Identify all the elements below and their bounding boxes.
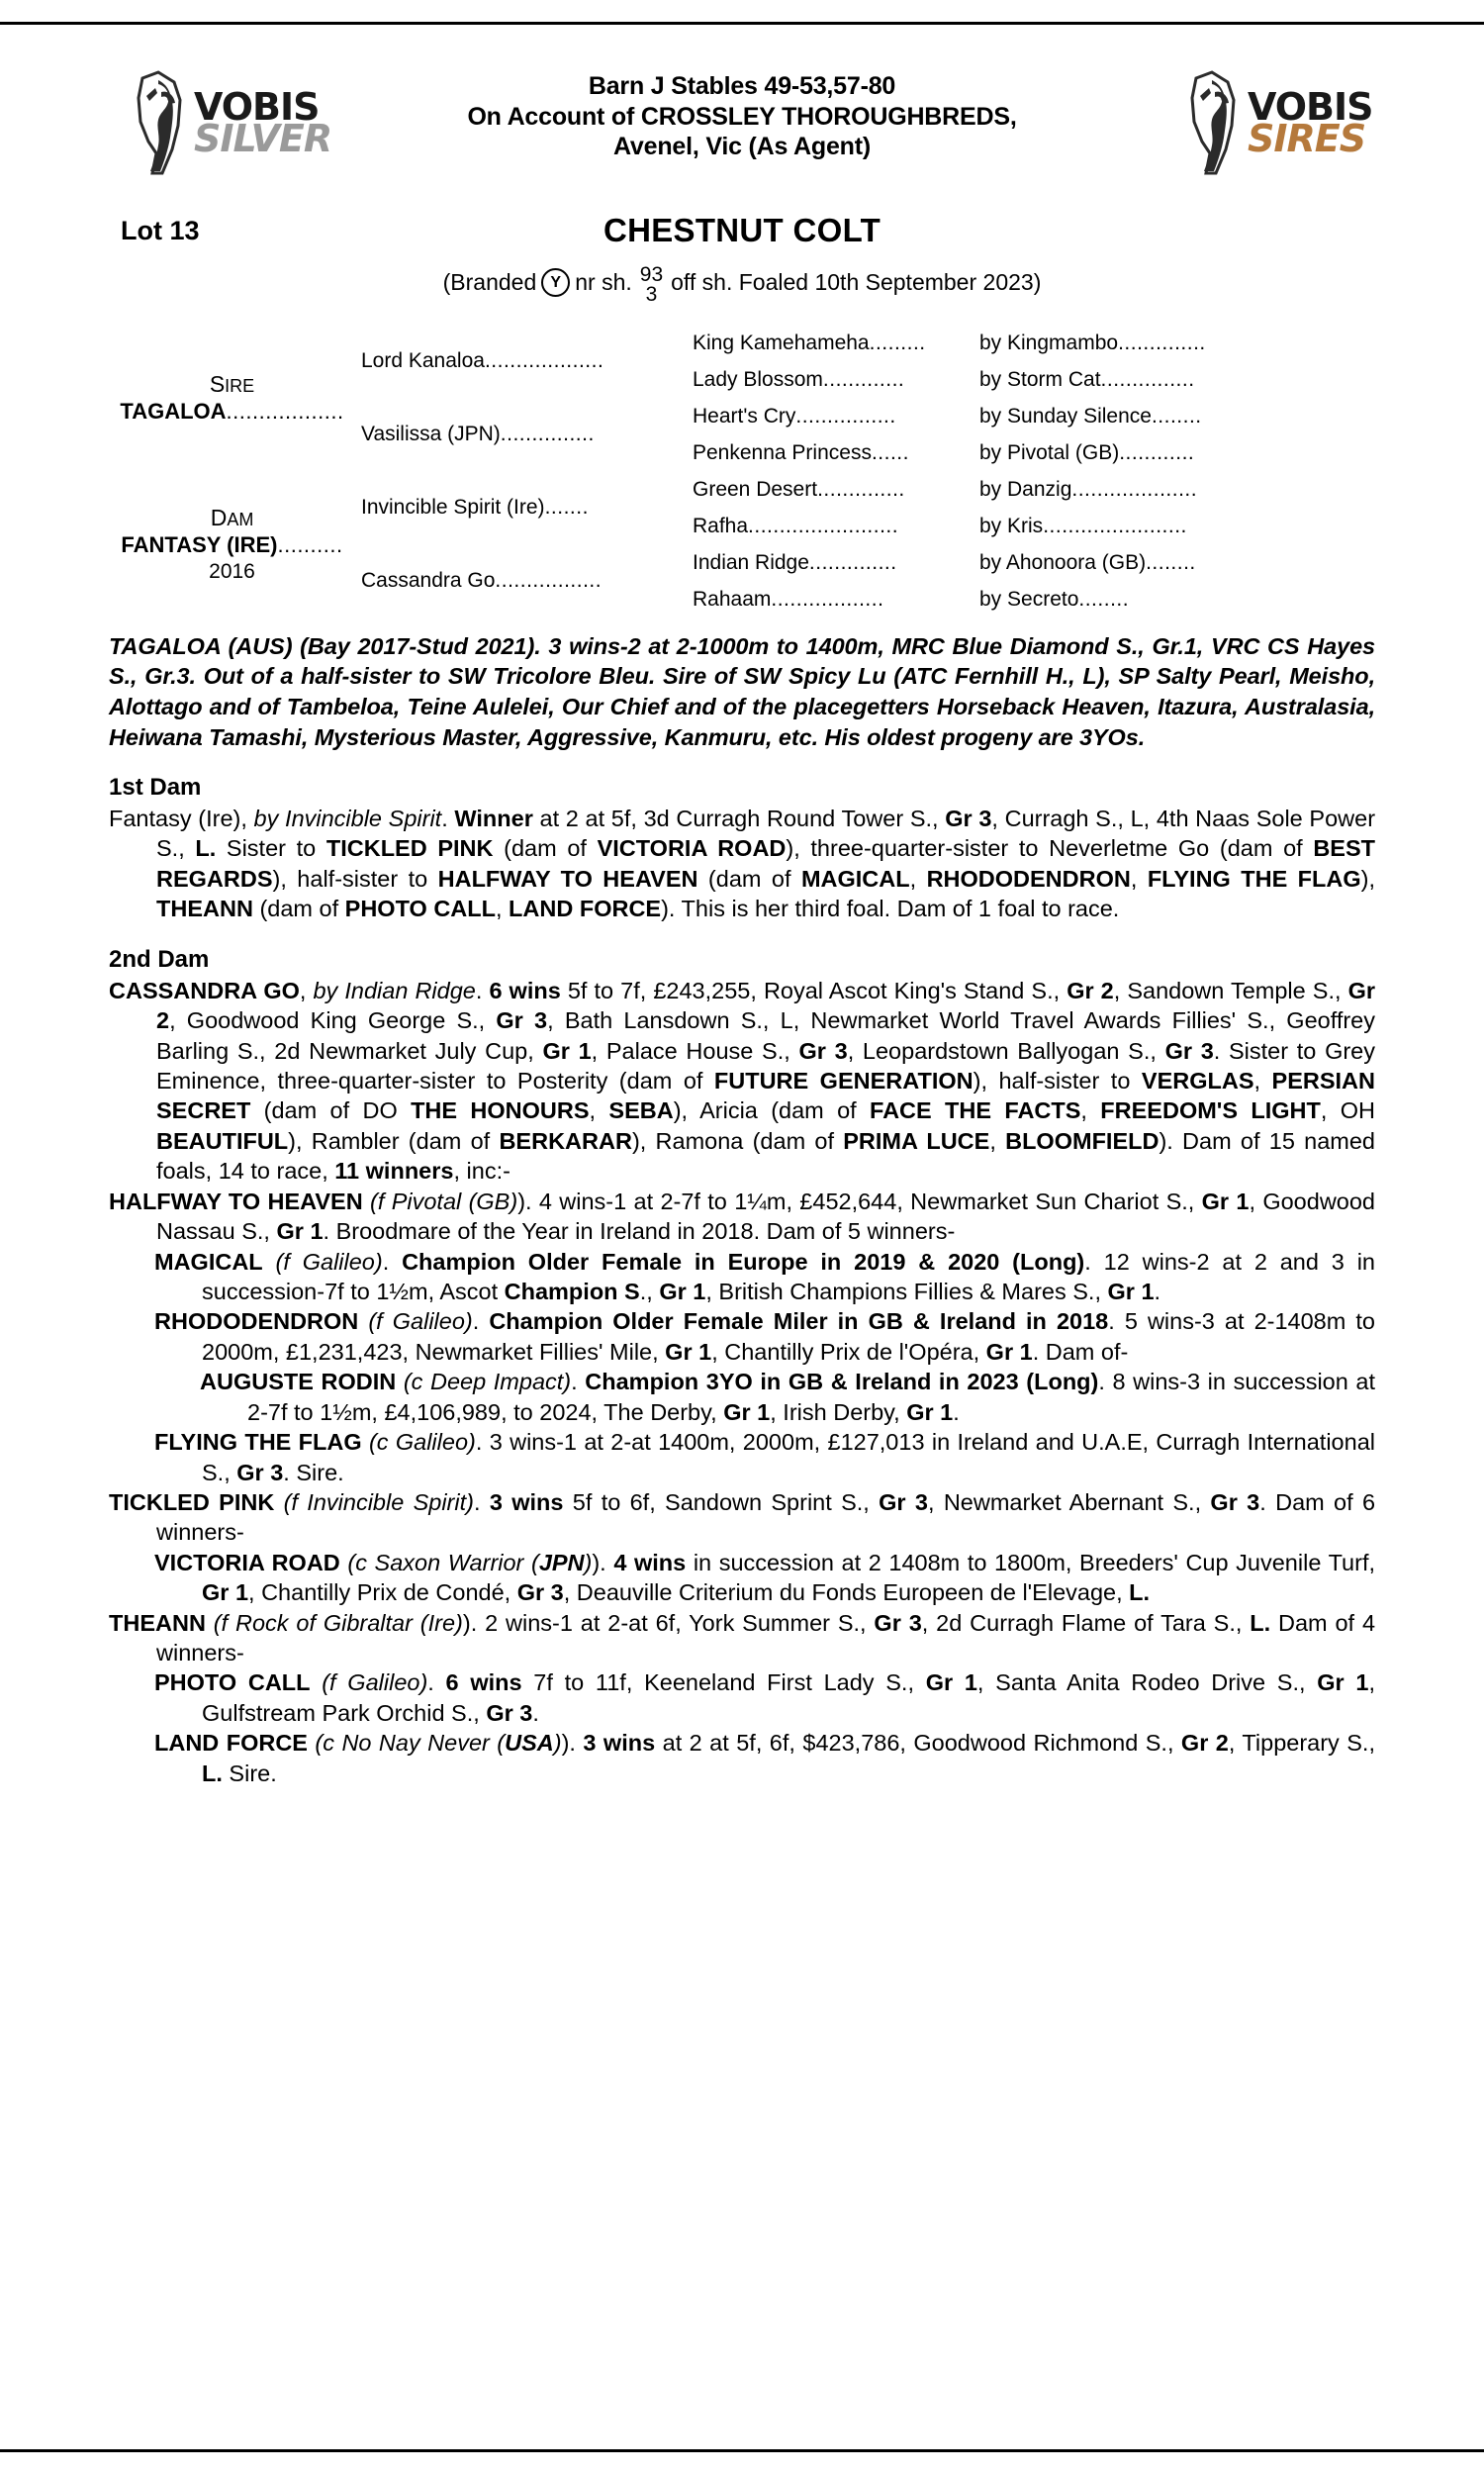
ggp-7: Indian Ridge..............: [693, 550, 897, 574]
branded-near-shoulder: nr sh.: [575, 269, 632, 296]
brand-symbol-icon: Y: [541, 268, 570, 297]
brand-number-stack: [640, 265, 663, 305]
dam-sire: Invincible Spirit (Ire) .......: [361, 495, 589, 519]
progeny-text: VICTORIA ROAD (c Saxon Warrior (JPN)). 4 wins in succession at 2 1408m to 1800m, Breeders' Cup Juvenile Turf, Gr 1, Chantilly Prix de Condé, Gr 3, Deauville Criterium du Fonds Europeen de l'Elevage, L.: [154, 1549, 1375, 1606]
second-dam-paragraph: [109, 976, 1375, 1187]
progeny-text: TICKLED PINK (f Invincible Spirit). 3 wins 5f to 6f, Sandown Sprint S., Gr 3, Newmarket Abernant S., Gr 3. Dam of 6 winners-: [109, 1488, 1376, 1546]
progeny-entry: [109, 1187, 1375, 1247]
progeny-entry: [154, 1728, 1375, 1788]
byline-3: by Sunday Silence........: [979, 404, 1202, 428]
sire-block: [109, 325, 361, 471]
progeny-entry: [154, 1247, 1375, 1307]
branding-line: [109, 263, 1375, 306]
sire-description: [109, 631, 1375, 752]
location-line: Avenel, Vic (As Agent): [612, 133, 872, 160]
logo-word-vobis: VOBIS: [194, 85, 320, 130]
first-dam-heading: 1st Dam: [109, 774, 202, 802]
pedigree-col-subject: [109, 325, 361, 618]
progeny-entry: [109, 1487, 1375, 1548]
branded-suffix: off sh. Foaled 10th September 2023): [671, 269, 1042, 296]
byline-5: by Danzig....................: [979, 477, 1198, 501]
progeny-entry: [154, 1306, 1375, 1367]
page-header: [109, 59, 1375, 208]
first-dam-text: Fantasy (Ire), by Invincible Spirit. Winner at 2 at 5f, 3d Curragh Round Tower S., Gr 3, Curragh S., L, 4th Naas Sole Power S., L. Sister to TICKLED PINK (dam of VICTORIA ROAD), three-quarter-sister to Neverletme Go (dam of BEST REGARDS), half-sister to HALFWAY TO HEAVEN (dam of MAGICAL, RHODODENDRON, FLYING THE FLAG), THEANN (dam of PHOTO CALL, LAND FORCE). This is her third foal. Dam of 1 foal to race.: [109, 806, 1376, 922]
first-dam-paragraph: [109, 804, 1375, 924]
consignor-block: [322, 71, 1162, 162]
byline-6: by Kris.......................: [979, 514, 1187, 537]
sire-sire: Lord Kanaloa ...................: [361, 348, 604, 372]
progeny-text: FLYING THE FLAG (c Galileo). 3 wins-1 at 2-at 1400m, 2000m, £127,013 in Ireland and U.A.E, Curragh International S., Gr 3. Sire.: [154, 1429, 1375, 1485]
lot-title-row: [109, 212, 1375, 257]
horse-jockey-icon: [1182, 70, 1244, 177]
progeny-entry: [154, 1427, 1375, 1487]
progeny-text: RHODODENDRON (f Galileo). Champion Older Female Miler in GB & Ireland in 2018. 5 wins-3 at 2-1408m to 2000m, £1,231,423, Newmarket Fillies' Mile, Gr 1, Chantilly Prix de l'Opéra, Gr 1. Dam of-: [154, 1308, 1375, 1365]
dam-block: [109, 471, 361, 618]
sire-label: SIRE: [209, 371, 255, 398]
ggp-2: Lady Blossom.............: [693, 367, 905, 391]
sire-description-text: TAGALOA (AUS) (Bay 2017-Stud 2021). 3 wins-2 at 2-1000m to 1400m, MRC Blue Diamond S., Gr.1, VRC CS Hayes S., Gr.3. Out of a half-sister to SW Tricolore Bleu. Sire of SW Spicy Lu (ATC Fernhill H., L), SP Salty Pearl, Meisho, Alottago and of Tambeloa, Teine Aulelei, Our Chief and of the placegetters Horseback Heaven, Itazura, Australasia, Heiwana Tamashi, Mysterious Master, Aggressive, Kanmuru, etc. His oldest progeny are 3YOs.: [109, 632, 1376, 750]
page-title: CHESTNUT COLT: [603, 212, 881, 248]
ggp-4: Penkenna Princess......: [693, 440, 909, 464]
account-line: On Account of CROSSLEY THOROUGHBREDS,: [467, 102, 1017, 131]
branded-prefix: (Branded: [442, 269, 537, 296]
dam-name: FANTASY (IRE)..........: [121, 531, 343, 557]
ggp-8: Rahaam..................: [693, 587, 884, 611]
dam-dam: Cassandra Go .................: [361, 568, 603, 592]
byline-7: by Ahonoora (GB)........: [979, 550, 1196, 574]
brand-number-bottom: 3: [645, 282, 658, 306]
page-content: [109, 59, 1375, 1788]
ggp-6: Rafha........................: [693, 514, 899, 537]
barn-line: Barn J Stables 49-53,57-80: [588, 72, 896, 100]
pedigree-col-parents: [361, 325, 693, 618]
byline-4: by Pivotal (GB)............: [979, 440, 1195, 464]
progeny-entry: [200, 1367, 1375, 1427]
progeny-text: MAGICAL (f Galileo). Champion Older Female in Europe in 2019 & 2020 (Long). 12 wins-2 at 2 and 3 in succession-7f to 1½m, Ascot Champion S., Gr 1, British Champions Fillies & Mares S., Gr 1.: [154, 1248, 1375, 1304]
progeny-entry: [154, 1667, 1375, 1728]
byline-2: by Storm Cat...............: [979, 367, 1195, 391]
pedigree-table: [109, 325, 1375, 618]
pedigree-col-bylines: [979, 325, 1375, 618]
progeny-text: LAND FORCE (c No Nay Never (USA)). 3 wins at 2 at 5f, 6f, $423,786, Goodwood Richmond S., Gr 2, Tipperary S., L. Sire.: [154, 1730, 1375, 1786]
sire-dam: Vasilissa (JPN) ...............: [361, 422, 595, 445]
byline-1: by Kingmambo..............: [979, 331, 1206, 354]
vobis-sires-logo: [1182, 59, 1375, 188]
brand-number-top: 93: [639, 263, 664, 286]
logo-word-silver: SILVER: [194, 117, 332, 160]
progeny-entry: [154, 1548, 1375, 1608]
lot-number: Lot 13: [121, 216, 200, 245]
dam-label: DAM: [210, 504, 254, 530]
progeny-text: AUGUSTE RODIN (c Deep Impact). Champion 3YO in GB & Ireland in 2023 (Long). 8 wins-3 in succession at 2-7f to 1½m, £4,106,989, to 2024, The Derby, Gr 1, Irish Derby, Gr 1.: [200, 1369, 1376, 1425]
second-dam-heading: 2nd Dam: [109, 945, 210, 973]
byline-8: by Secreto........: [979, 587, 1130, 611]
logo-word-sires: SIRES: [1248, 117, 1366, 160]
bottom-rule: [0, 2449, 1484, 2452]
progeny-text: HALFWAY TO HEAVEN (f Pivotal (GB)). 4 wins-1 at 2-7f to 1¼m, £452,644, Newmarket Sun Chariot S., Gr 1, Goodwood Nassau S., Gr 1. Broodmare of the Year in Ireland in 2018. Dam of 5 winners-: [109, 1188, 1375, 1245]
logo-word-vobis: VOBIS: [1248, 85, 1373, 130]
progeny-text: THEANN (f Rock of Gibraltar (Ire)). 2 wins-1 at 2-at 6f, York Summer S., Gr 3, 2d Curragh Flame of Tara S., L. Dam of 4 winners-: [109, 1609, 1376, 1666]
second-dam-text: CASSANDRA GO, by Indian Ridge. 6 wins 5f to 7f, £243,255, Royal Ascot King's Stand S., Gr 2, Sandown Temple S., Gr 2, Goodwood King George S., Gr 3, Bath Lansdown S., L, Newmarket World Travel Awards Fillies' S., Geoffrey Barling S., 2d Newmarket July Cup, Gr 1, Palace House S., Gr 3, Leopardstown Ballyogan S., Gr 3. Sister to Grey Eminence, three-quarter-sister to Posterity (dam of FUTURE GENERATION), half-sister to VERGLAS, PERSIAN SECRET (dam of DO THE HONOURS, SEBA), Aricia (dam of FACE THE FACTS, FREEDOM'S LIGHT, OH BEAUTIFUL), Rambler (dam of BERKARAR), Ramona (dam of PRIMA LUCE, BLOOMFIELD). Dam of 15 named foals, 14 to race, 11 winners, inc:-: [109, 977, 1376, 1185]
ggp-3: Heart's Cry................: [693, 404, 896, 428]
top-rule: [0, 22, 1484, 25]
ggp-5: Green Desert..............: [693, 477, 905, 501]
horse-jockey-icon: [129, 70, 190, 177]
progeny-entry: [109, 1608, 1375, 1668]
pedigree-col-grandparents: [693, 325, 979, 618]
sire-name: TAGALOA..................: [120, 399, 344, 425]
progeny-text: PHOTO CALL (f Galileo). 6 wins 7f to 11f, Keeneland First Lady S., Gr 1, Santa Anita Rodeo Drive S., Gr 1, Gulfstream Park Orchid S., Gr 3.: [154, 1669, 1375, 1726]
dam-year: 2016: [209, 559, 255, 583]
ggp-1: King Kamehameha.........: [693, 331, 926, 354]
vobis-silver-logo: [129, 59, 332, 188]
